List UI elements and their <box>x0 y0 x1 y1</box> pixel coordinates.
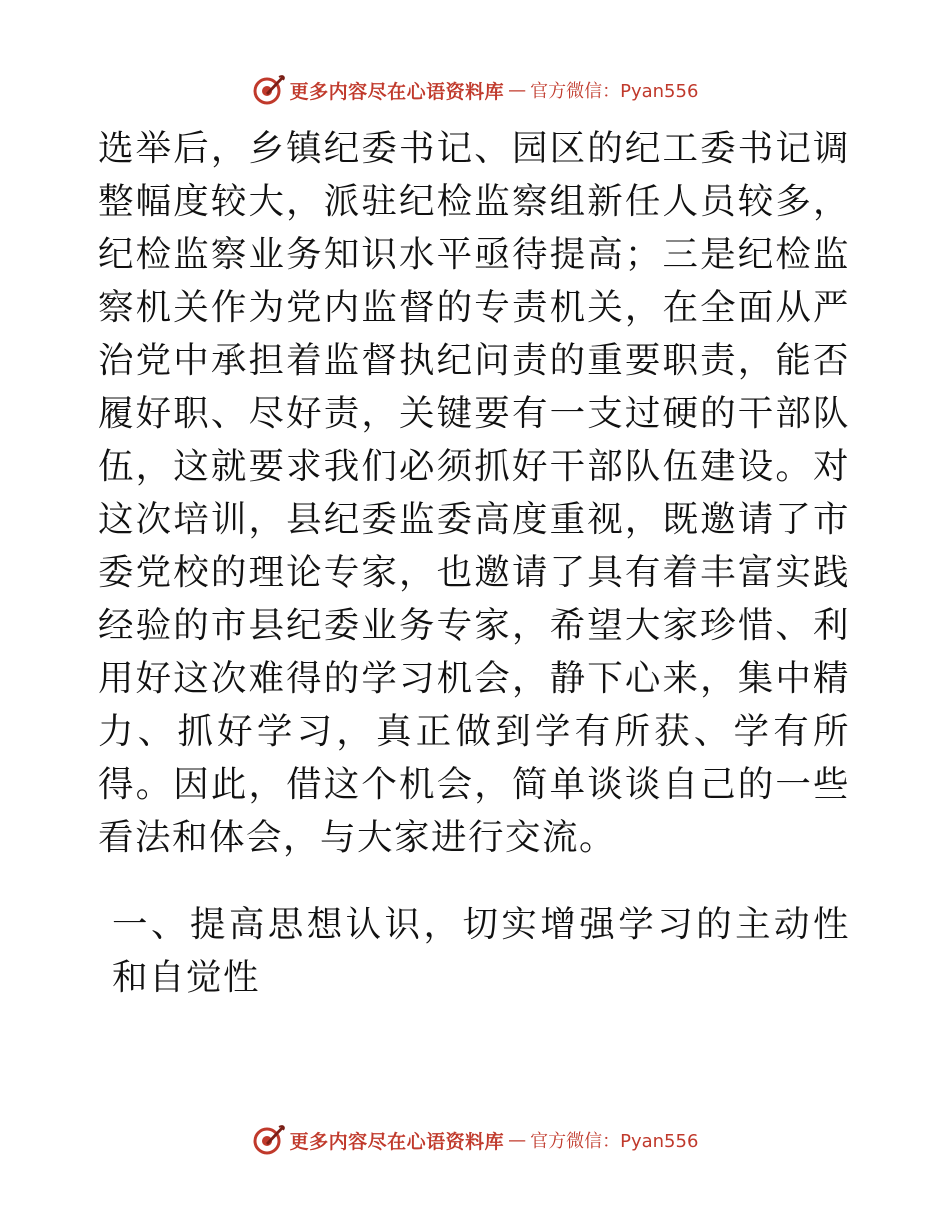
section-heading: 一、提高思想认识，切实增强学习的主动性和自觉性 <box>112 904 850 998</box>
footer-banner <box>0 1120 950 1160</box>
banner-wechat-text: 官方微信：Pyan556 <box>530 81 699 102</box>
header-banner <box>0 70 950 110</box>
banner-main-text: 更多内容尽在心语资料库 <box>289 80 505 103</box>
banner-separator: — <box>508 1129 527 1151</box>
document-body <box>98 122 850 1004</box>
banner-wechat-text: 官方微信：Pyan556 <box>530 1131 699 1152</box>
quill-circle-logo-icon <box>252 1123 286 1157</box>
banner-separator: — <box>508 79 527 101</box>
quill-circle-logo-icon <box>252 73 286 107</box>
banner-main-text: 更多内容尽在心语资料库 <box>289 1130 505 1153</box>
body-paragraph: 选举后，乡镇纪委书记、园区的纪工委书记调整幅度较大，派驻纪检监察组新任人员较多，纪检监察业务知识水平亟待提高；三是纪检监察机关作为党内监督的专责机关，在全面从严治党中承担着监督执纪问责的重要职责，能否履好职、尽好责，关键要有一支过硬的干部队伍，这就要求我们必须抓好干部队伍建设。对这次培训，县纪委监委高度重视，既邀请了市委党校的理论专家，也邀请了具有着丰富实践经验的市县纪委业务专家，希望大家珍惜、利用好这次难得的学习机会，静下心来，集中精力、抓好学习，真正做到学有所获、学有所得。因此，借这个机会，简单谈谈自己的一些看法和体会，与大家进行交流。 <box>98 128 850 858</box>
